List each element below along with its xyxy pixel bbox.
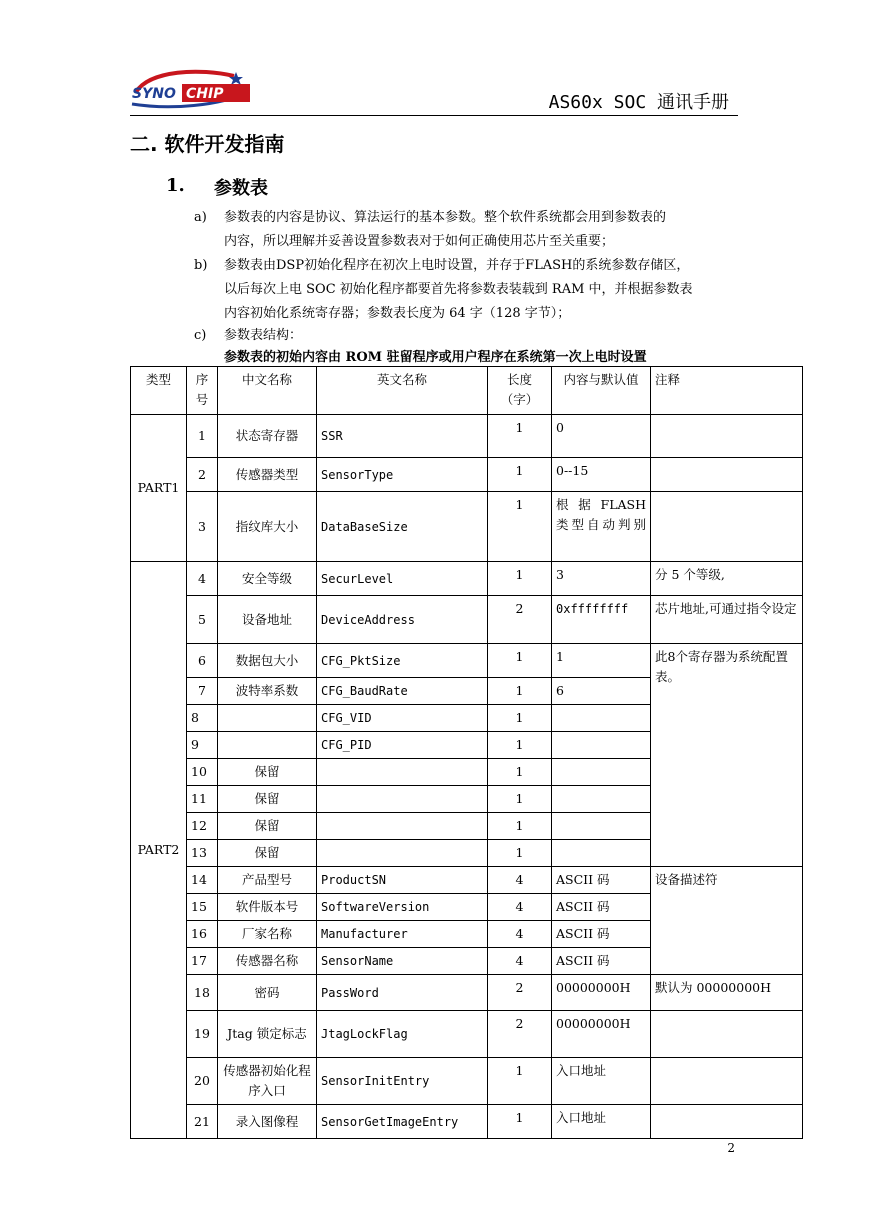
cell-value: 入口地址 [552, 1058, 651, 1105]
cell-chinese-name: 设备地址 [218, 596, 317, 644]
cell-value: 0--15 [552, 458, 651, 492]
cell-seq: 16 [187, 921, 218, 948]
cell-chinese-name: 指纹库大小 [218, 492, 317, 562]
cell-english-name [317, 786, 488, 813]
subsection-heading: 参数表 [214, 178, 268, 199]
header-chinese-name: 中文名称 [218, 367, 317, 415]
cell-length: 2 [488, 1011, 552, 1058]
list-marker: c) [194, 328, 207, 343]
cell-length: 1 [488, 732, 552, 759]
document-title: AS60x SOC 通讯手册 [548, 92, 729, 113]
cell-value: 3 [552, 562, 651, 596]
section-heading: 二. 软件开发指南 [130, 132, 285, 156]
list-item-b-line-1: 参数表由DSP初始化程序在初次上电时设置，并存于FLASH的系统参数存储区， [224, 258, 690, 273]
cell-length: 1 [488, 415, 552, 458]
table-row [131, 458, 803, 492]
cell-chinese-name: 保留 [218, 786, 317, 813]
cell-value [552, 840, 651, 867]
list-marker: a) [194, 210, 207, 225]
header-value: 内容与默认值 [552, 367, 651, 415]
synochip-logo [130, 66, 254, 110]
cell-seq: 17 [187, 948, 218, 975]
svg-text:CHIP: CHIP [186, 86, 224, 102]
cell-chinese-name: 产品型号 [218, 867, 317, 894]
list-marker: b) [194, 258, 208, 273]
cell-seq: 12 [187, 813, 218, 840]
cell-seq: 14 [187, 867, 218, 894]
cell-seq: 1 [187, 415, 218, 458]
cell-value: 0xffffffff [552, 596, 651, 644]
svg-text:SYNO: SYNO [132, 86, 176, 102]
group-part2: PART2 [131, 562, 187, 1139]
cell-english-name: PassWord [317, 975, 488, 1011]
cell-note: 芯片地址,可通过指令设定 [651, 596, 803, 644]
cell-seq: 10 [187, 759, 218, 786]
cell-length: 4 [488, 948, 552, 975]
cell-english-name: CFG_PID [317, 732, 488, 759]
cell-length: 4 [488, 867, 552, 894]
table-caption: 参数表的初始内容由 ROM 驻留程序或用户程序在系统第一次上电时设置 [224, 350, 647, 365]
cell-seq: 15 [187, 894, 218, 921]
cell-note: 分 5 个等级, [651, 562, 803, 596]
cell-chinese-name [218, 732, 317, 759]
cell-length: 1 [488, 813, 552, 840]
cell-chinese-name: 传感器初始化程序入口 [218, 1058, 317, 1105]
header-divider [130, 115, 738, 116]
cell-english-name: ProductSN [317, 867, 488, 894]
cell-length: 1 [488, 458, 552, 492]
cell-english-name [317, 759, 488, 786]
cell-length: 4 [488, 894, 552, 921]
cell-value: 00000000H [552, 975, 651, 1011]
header-english-name: 英文名称 [317, 367, 488, 415]
cell-chinese-name: 安全等级 [218, 562, 317, 596]
list-item-b-line-2: 以后每次上电 SOC 初始化程序都要首先将参数表装载到 RAM 中，并根据参数表 [224, 282, 693, 297]
cell-english-name: SensorGetImageEntry [317, 1105, 488, 1139]
table-row [131, 596, 803, 644]
cell-value [552, 732, 651, 759]
cell-english-name: Manufacturer [317, 921, 488, 948]
table-row [131, 492, 803, 562]
cell-length: 2 [488, 975, 552, 1011]
cell-english-name: CFG_VID [317, 705, 488, 732]
cell-length: 1 [488, 644, 552, 678]
cell-english-name: JtagLockFlag [317, 1011, 488, 1058]
cell-length: 1 [488, 840, 552, 867]
cell-value: ASCII 码 [552, 894, 651, 921]
cell-value [552, 705, 651, 732]
cell-chinese-name: Jtag 锁定标志 [218, 1011, 317, 1058]
cell-value: 00000000H [552, 1011, 651, 1058]
parameter-table [130, 366, 803, 1139]
cell-chinese-name: 软件版本号 [218, 894, 317, 921]
cell-english-name: CFG_PktSize [317, 644, 488, 678]
list-item-b-line-3: 内容初始化系统寄存器；参数表长度为 64 字（128 字节）； [224, 306, 571, 321]
cell-seq: 19 [187, 1011, 218, 1058]
cell-seq: 21 [187, 1105, 218, 1139]
cell-value [552, 813, 651, 840]
cell-length: 1 [488, 1105, 552, 1139]
table-row [131, 415, 803, 458]
cell-length: 1 [488, 678, 552, 705]
cell-chinese-name: 厂家名称 [218, 921, 317, 948]
cell-seq: 2 [187, 458, 218, 492]
cell-chinese-name: 传感器类型 [218, 458, 317, 492]
cell-chinese-name: 波特率系数 [218, 678, 317, 705]
cell-chinese-name: 密码 [218, 975, 317, 1011]
table-row [131, 1011, 803, 1058]
cell-length: 1 [488, 786, 552, 813]
cell-note: 默认为 00000000H [651, 975, 803, 1011]
cell-value: ASCII 码 [552, 948, 651, 975]
cell-english-name: CFG_BaudRate [317, 678, 488, 705]
cell-length: 1 [488, 705, 552, 732]
cell-seq: 20 [187, 1058, 218, 1105]
cell-note [651, 458, 803, 492]
cell-value: ASCII 码 [552, 921, 651, 948]
cell-length: 4 [488, 921, 552, 948]
group-part1: PART1 [131, 415, 187, 562]
cell-english-name [317, 813, 488, 840]
cell-note [651, 415, 803, 458]
cell-english-name: SensorInitEntry [317, 1058, 488, 1105]
cell-seq: 11 [187, 786, 218, 813]
cell-english-name: DeviceAddress [317, 596, 488, 644]
cell-chinese-name: 传感器名称 [218, 948, 317, 975]
cell-note: 此8个寄存器为系统配置表。 [651, 644, 803, 867]
cell-value: 根 据 FLASH 类型自动判别 [552, 492, 651, 562]
cell-english-name: SoftwareVersion [317, 894, 488, 921]
header-type: 类型 [131, 367, 187, 415]
cell-length: 1 [488, 1058, 552, 1105]
cell-value [552, 786, 651, 813]
cell-english-name: SensorName [317, 948, 488, 975]
cell-english-name: SSR [317, 415, 488, 458]
list-item-a-line-1: 参数表的内容是协议、算法运行的基本参数。整个软件系统都会用到参数表的 [224, 210, 667, 225]
cell-seq: 18 [187, 975, 218, 1011]
table-row [131, 975, 803, 1011]
cell-english-name: DataBaseSize [317, 492, 488, 562]
table-row [131, 1105, 803, 1139]
cell-english-name: SecurLevel [317, 562, 488, 596]
cell-chinese-name: 录入图像程 [218, 1105, 317, 1139]
cell-value: 0 [552, 415, 651, 458]
cell-value [552, 759, 651, 786]
cell-chinese-name: 数据包大小 [218, 644, 317, 678]
page-number: 2 [727, 1141, 735, 1155]
cell-note [651, 1105, 803, 1139]
list-item-a-line-2: 内容，所以理解并妥善设置参数表对于如何正确使用芯片至关重要； [224, 234, 615, 249]
header-note: 注释 [651, 367, 803, 415]
table-header-row [131, 367, 803, 415]
header-length: 长度（字） [488, 367, 552, 415]
cell-note [651, 1011, 803, 1058]
list-item-c-line-1: 参数表结构： [224, 328, 303, 343]
cell-seq: 7 [187, 678, 218, 705]
cell-note [651, 492, 803, 562]
cell-seq: 6 [187, 644, 218, 678]
cell-chinese-name: 状态寄存器 [218, 415, 317, 458]
subsection-number: 1. [166, 175, 185, 196]
cell-length: 1 [488, 562, 552, 596]
cell-seq: 9 [187, 732, 218, 759]
cell-value: 入口地址 [552, 1105, 651, 1139]
table-row [131, 644, 803, 678]
cell-english-name: SensorType [317, 458, 488, 492]
cell-seq: 8 [187, 705, 218, 732]
table-row [131, 562, 803, 596]
cell-value: 1 [552, 644, 651, 678]
cell-note: 设备描述符 [651, 867, 803, 975]
cell-value: 6 [552, 678, 651, 705]
cell-chinese-name: 保留 [218, 840, 317, 867]
cell-seq: 5 [187, 596, 218, 644]
cell-seq: 13 [187, 840, 218, 867]
cell-chinese-name [218, 705, 317, 732]
table-row [131, 1058, 803, 1105]
cell-note [651, 1058, 803, 1105]
cell-seq: 3 [187, 492, 218, 562]
cell-length: 1 [488, 759, 552, 786]
header-seq: 序号 [187, 367, 218, 415]
cell-seq: 4 [187, 562, 218, 596]
cell-english-name [317, 840, 488, 867]
cell-length: 2 [488, 596, 552, 644]
table-row [131, 867, 803, 894]
cell-length: 1 [488, 492, 552, 562]
cell-chinese-name: 保留 [218, 759, 317, 786]
cell-value: ASCII 码 [552, 867, 651, 894]
cell-chinese-name: 保留 [218, 813, 317, 840]
